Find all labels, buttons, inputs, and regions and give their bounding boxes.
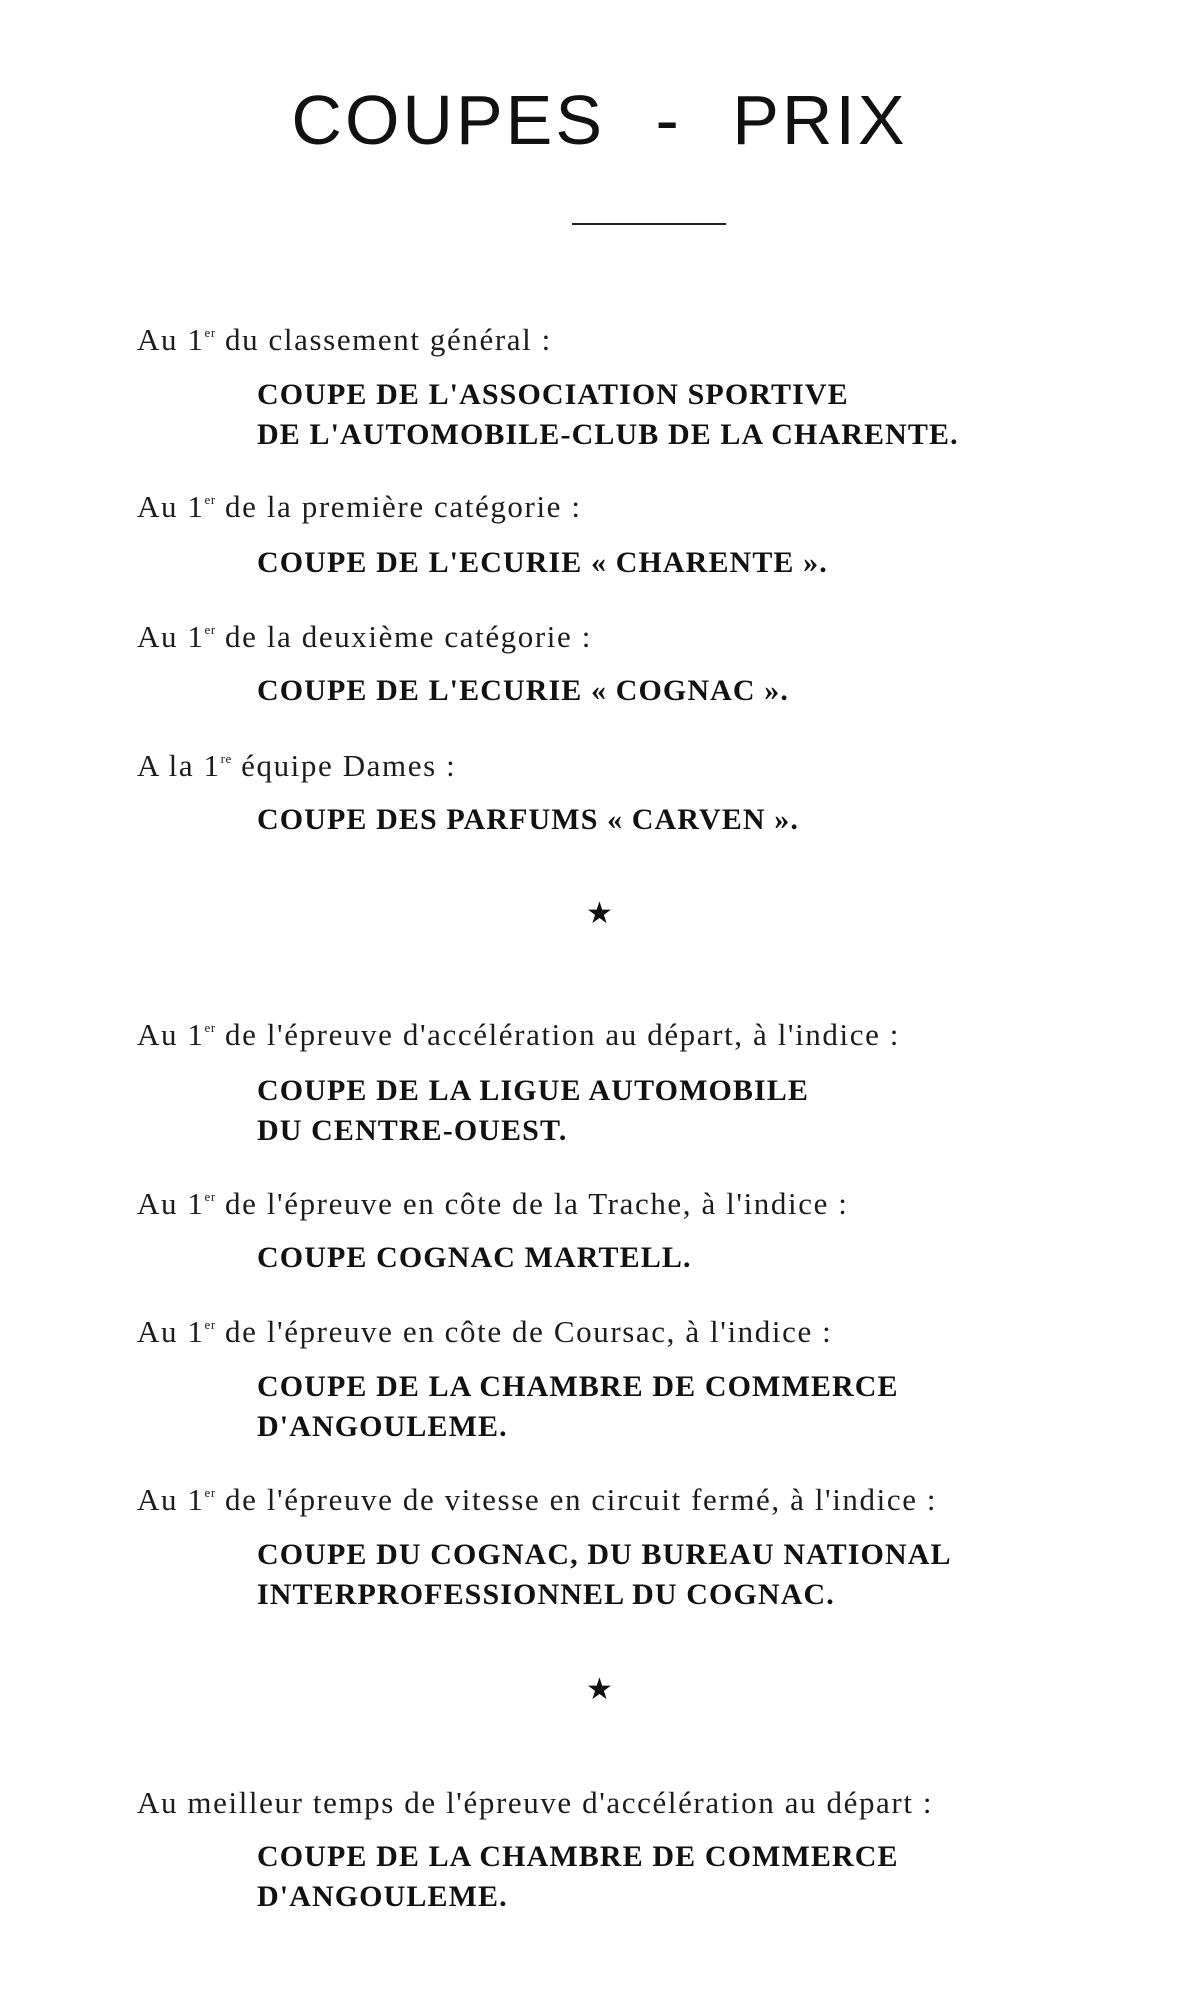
award-label <box>137 1314 832 1350</box>
prize-line: DU CENTRE-OUEST. <box>257 1114 568 1147</box>
prize-name <box>257 671 789 711</box>
award-label-prefix: Au 1 <box>137 489 205 524</box>
award-label-rest: de l'épreuve de vitesse en circuit fermé, à l'indice : <box>215 1482 938 1517</box>
award-label-ordinal: re <box>220 751 232 766</box>
prize-line: COUPE DE L'ECURIE « CHARENTE ». <box>257 546 828 579</box>
award-label-ordinal: er <box>204 1189 216 1204</box>
award-label-prefix: Au 1 <box>137 1482 205 1517</box>
prize-name <box>257 543 828 583</box>
award-label-rest: de la première catégorie : <box>215 489 582 524</box>
award-label-prefix: Au 1 <box>137 1186 205 1221</box>
award-label-rest: du classement général : <box>215 322 552 357</box>
award-label-rest: de l'épreuve d'accélération au départ, à l'indice : <box>215 1017 900 1052</box>
award-label-ordinal: er <box>204 325 216 340</box>
award-label <box>137 322 552 358</box>
award-label <box>137 619 592 655</box>
award-label-prefix: Au meilleur temps de l'épreuve d'accélération au départ : <box>137 1785 934 1820</box>
award-label-prefix: A la 1 <box>137 748 221 783</box>
award-label-prefix: Au 1 <box>137 1314 205 1349</box>
prize-name <box>257 1367 899 1447</box>
award-label <box>137 1482 937 1518</box>
prize-line: D'ANGOULEME. <box>257 1880 508 1913</box>
award-label-rest: de la deuxième catégorie : <box>215 619 592 654</box>
award-label-rest: de l'épreuve en côte de la Trache, à l'indice : <box>215 1186 849 1221</box>
prize-line: COUPE DE L'ASSOCIATION SPORTIVE <box>257 378 849 411</box>
award-label-ordinal: er <box>204 1317 216 1332</box>
award-label-prefix: Au 1 <box>137 322 205 357</box>
prize-line: COUPE DE LA CHAMBRE DE COMMERCE <box>257 1840 899 1873</box>
award-label-prefix: Au 1 <box>137 1017 205 1052</box>
prize-name <box>257 1238 692 1278</box>
page-title: COUPES - PRIX <box>291 81 908 159</box>
award-label-ordinal: er <box>204 492 216 507</box>
prize-name <box>257 800 799 840</box>
prize-line: COUPE COGNAC MARTELL. <box>257 1241 692 1274</box>
prize-line: COUPE DE LA CHAMBRE DE COMMERCE <box>257 1370 899 1403</box>
prize-name <box>257 1535 952 1615</box>
prize-line: COUPE DE L'ECURIE « COGNAC ». <box>257 674 789 707</box>
award-label-ordinal: er <box>204 1020 216 1035</box>
prize-line: D'ANGOULEME. <box>257 1410 508 1443</box>
prize-name <box>257 1071 809 1151</box>
star-separator: ★ <box>586 896 613 931</box>
prize-name <box>257 375 959 455</box>
award-label-ordinal: er <box>204 1485 216 1500</box>
prize-line: COUPE DE LA LIGUE AUTOMOBILE <box>257 1074 810 1107</box>
award-label-ordinal: er <box>204 622 216 637</box>
prize-name <box>257 1837 899 1917</box>
prize-line: INTERPROFESSIONNEL DU COGNAC. <box>257 1578 835 1611</box>
star-separator: ★ <box>586 1672 613 1707</box>
prize-line: COUPE DU COGNAC, DU BUREAU NATIONAL <box>257 1538 952 1571</box>
award-label <box>137 748 456 784</box>
award-label <box>137 1017 900 1053</box>
award-label <box>137 1186 849 1222</box>
prize-line: DE L'AUTOMOBILE-CLUB DE LA CHARENTE. <box>257 418 959 451</box>
award-label-rest: équipe Dames : <box>231 748 457 783</box>
award-label <box>137 1785 933 1821</box>
award-label-rest: de l'épreuve en côte de Coursac, à l'indice : <box>215 1314 833 1349</box>
award-label-prefix: Au 1 <box>137 619 205 654</box>
award-label <box>137 489 582 525</box>
title-underline <box>572 223 726 225</box>
prize-line: COUPE DES PARFUMS « CARVEN ». <box>257 803 799 836</box>
